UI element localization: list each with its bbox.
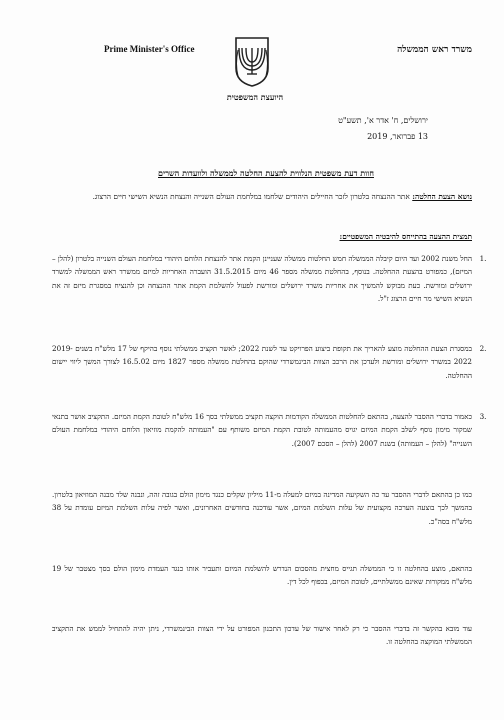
paragraph-3-cont-a: כמו כן בהתאם לדברי ההסבר עד כה השקיעה המדינה במיזם למעלה מ-11 מיליון שקלים כנגד מימון הולם בגובה זהה, ונבנה שלד מבנה המוזיאון בלטרון. בהמשך לכך בוצעה הערכה מקצועית של עלות השלמת המיזם, אשר עודכנה בחודשים האחרונים, ואשר לפיה עלות השלמת המיזם עומדת על 38 מלש"ח בסה"כ. <box>52 490 472 526</box>
menorah-emblem-icon <box>232 34 272 88</box>
paragraph-number-1: 1. <box>479 254 487 263</box>
paragraph-1: החל משנת 2002 ועד היום קיבלה הממשלה חמש החלטות ממשלה שעניינן הקמת אתר להנצחת הלוחם היהודי במלחמת העולם השנייה בלטרון (להלן – המיזם), כמפורט בהצעת ההחלטה. בנוסף, בהחלטת ממשלה מספר 46 מיום 31.5.2015 הועברה האחריות למיזם ממשרד ראש הממשלה למשרד ירושלים ומורשת. כעת מבוקש להמשיך את אחריות משרד ירושלים ומורשת לפעול להשלמת הקמת אתר ההנצחה וכן להנציח במסגרת מיזם זה את הנשיא השישי מר חיים הרצוג ז"ל. <box>52 254 473 304</box>
subject-label: נושא הצעת החלטה: <box>412 192 472 201</box>
paragraph-3-cont-b: בהתאם, מוצע בהחלטה זו כי הממשלה תגייס מחצית מהסכום הנדרש להשלמת המיזם ותעביר אותו כנגד העמדת מימון הולם בסך מצטבר של 19 מלש"ח ממקורות שאינם ממשלתיים, לטובת המיזם, בכפוף לכל דין. <box>52 564 472 587</box>
paragraph-3: כאמור בדברי ההסבר להצעה, בהתאם להחלטות הממשלה הקודמות הוקצה תקציב ממשלתי בסך 16 מלש"ח לטובת הקמת המיזם. התקציב אושר בתנאי שמקור מימון נוסף לשלב הקמת המיזם יגויס מהעמותה לטובת הקמת המיזם משותף עם "העמותה להקמת מוזיאון הלוחם היהודי במלחמת העולם השנייה" (להלן – העמותה) בשנת 2007 (להלן – הסכם 2007). <box>52 412 472 448</box>
paragraph-3-cont-c: עוד מובא בהקשר זה בדברי ההסבר כי רק לאחר אישור של עדכון התכנון המפורט על ידי הצוות הבינמשרדי, ניתן יהיה להתחיל לממש את התקציב הממשלתי המוקצה בהחלטה זו. <box>52 624 472 647</box>
paragraph-number-3: 3. <box>479 412 487 421</box>
subject-text: אתר ההנצחה בלטרון לזכר החיילים היהודים שלחמו במלחמת העולם השנייה והנצחת הנשיא השישי חיים הרצוג. <box>92 192 410 201</box>
document-title: חוות דעת משפטית הנלווית להצעת החלטה לממשלה ולוועדות השרים <box>158 168 374 178</box>
legal-advisor-unit: היועצת המשפטית <box>226 92 284 102</box>
office-name-english: Prime Minister's Office <box>104 44 195 54</box>
office-name-hebrew: משרד ראש הממשלה <box>397 45 472 55</box>
section-heading: תמצית ההצעה בהתייחס להיבטיה המשפטיים: <box>339 232 472 241</box>
subject-block <box>34 190 472 203</box>
paragraph-number-2: 2. <box>479 344 487 353</box>
date-gregorian: 13 פברואר, 2019 <box>367 132 428 141</box>
paragraph-2: במסגרת הצעת ההחלטה מוצע להאריך את תקופת ביצוע הפרויקט עד לשנת 2022; לאשר תקציב ממשלתי נוסף בהיקף של 17 מלש"ח בשנים 2019-2022 במשרד ירושלים ומורשת ולעדכן את הרכב הצוות הבינמשרדי שהוקם בהחלטת ממשלה מספר 1827 מיום 16.5.02 לצורך המשך ליווי יישום ההחלטה. <box>52 344 472 380</box>
date-hebrew: ירושלים, ח' אדר א', תשע"ט <box>338 116 428 125</box>
